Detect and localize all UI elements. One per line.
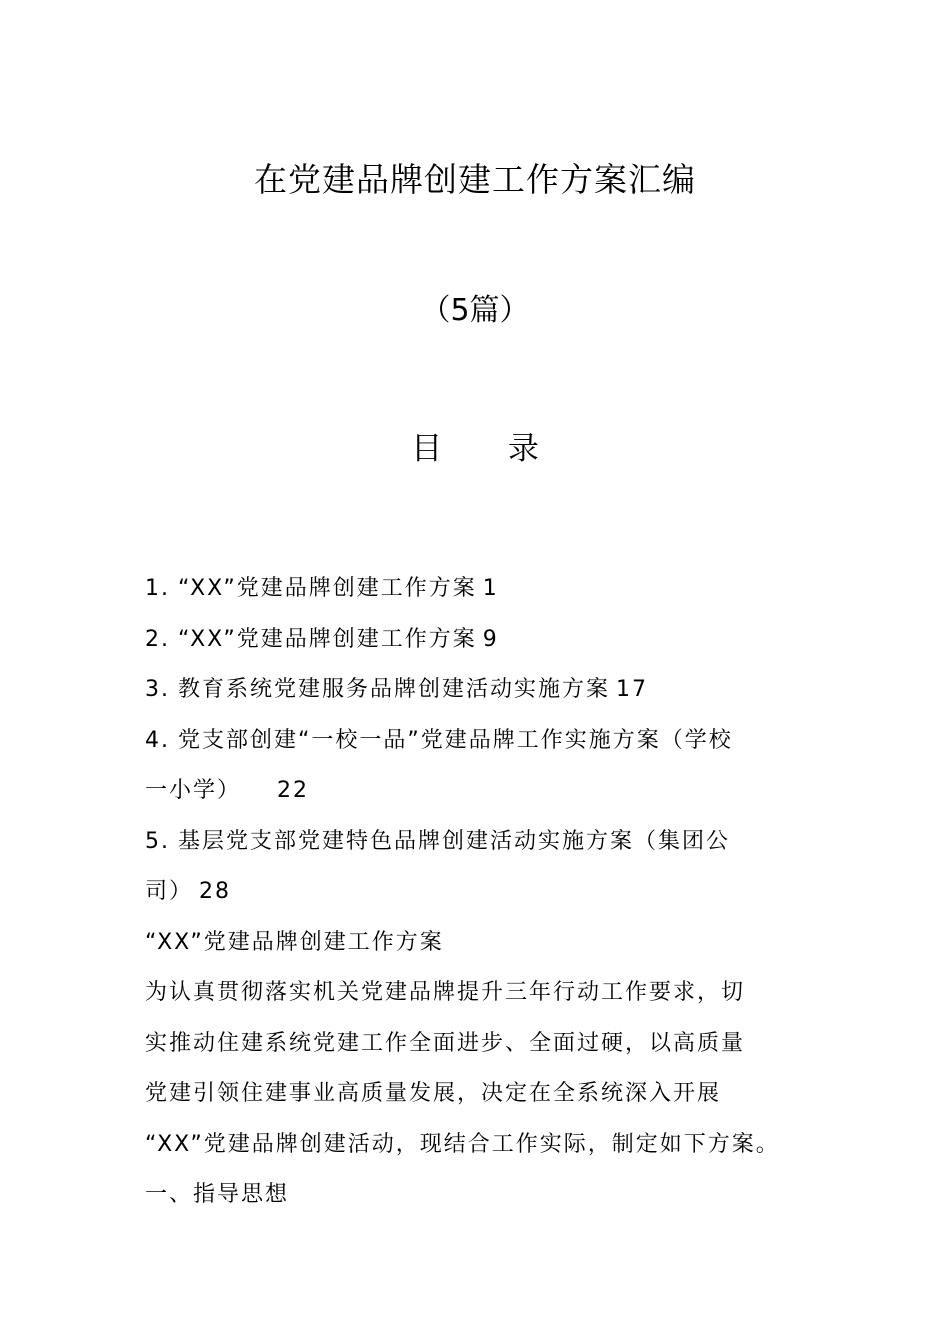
toc-item-4-continued[interactable] (145, 766, 807, 817)
paragraph-line: “XX”党建品牌创建活动，现结合工作实际，制定如下方案。 (145, 1131, 780, 1157)
toc-item-page: 17 (616, 677, 649, 702)
toc-item-5-continued[interactable] (145, 867, 807, 918)
toc-item-page: 9 (482, 626, 499, 652)
document-title: 在党建品牌创建工作方案汇编 (254, 160, 696, 199)
toc-item-number: 1. (145, 576, 170, 601)
toc-item-4[interactable] (145, 716, 807, 767)
toc-item-3[interactable] (145, 665, 807, 716)
toc-item-2[interactable] (145, 615, 807, 666)
toc-item-title: 教育系统党建服务品牌创建活动实施方案 (178, 677, 611, 702)
paragraph-line: 实推动住建系统党建工作全面进步、全面过硬，以高质量 (145, 1030, 746, 1056)
toc-item-number: 3. (145, 677, 170, 702)
toc-item-title-continued: 一小学） (145, 778, 242, 803)
paragraph-line: 党建引领住建事业高质量发展，决定在全系统深入开展 (145, 1081, 722, 1106)
toc-item-number: 4. (145, 727, 170, 753)
toc-item-title: “XX”党建品牌创建工作方案 (178, 576, 477, 601)
article-heading: “XX”党建品牌创建工作方案 (145, 929, 444, 955)
toc-item-page: 22 (277, 778, 310, 803)
toc-item-page: 28 (199, 879, 232, 904)
document-subtitle: （5篇） (420, 293, 530, 328)
document-body (145, 564, 807, 1221)
section-heading: 一、指导思想 (145, 1182, 290, 1207)
paragraph-line: 为认真贯彻落实机关党建品牌提升三年行动工作要求，切 (145, 980, 746, 1005)
toc-item-title-continued: 司） (145, 879, 194, 904)
toc-item-page: 1 (482, 576, 499, 601)
toc-item-title: 党支部创建“一校一品”党建品牌工作实施方案（学校 (178, 727, 733, 753)
toc-item-1[interactable] (145, 564, 807, 615)
toc-heading: 目 录 (411, 431, 567, 467)
toc-item-title: “XX”党建品牌创建工作方案 (178, 626, 477, 652)
toc-item-5[interactable] (145, 817, 807, 868)
toc-item-title: 基层党支部党建特色品牌创建活动实施方案（集团公 (178, 828, 731, 854)
toc-item-number: 5. (145, 828, 170, 854)
toc-item-number: 2. (145, 626, 170, 652)
